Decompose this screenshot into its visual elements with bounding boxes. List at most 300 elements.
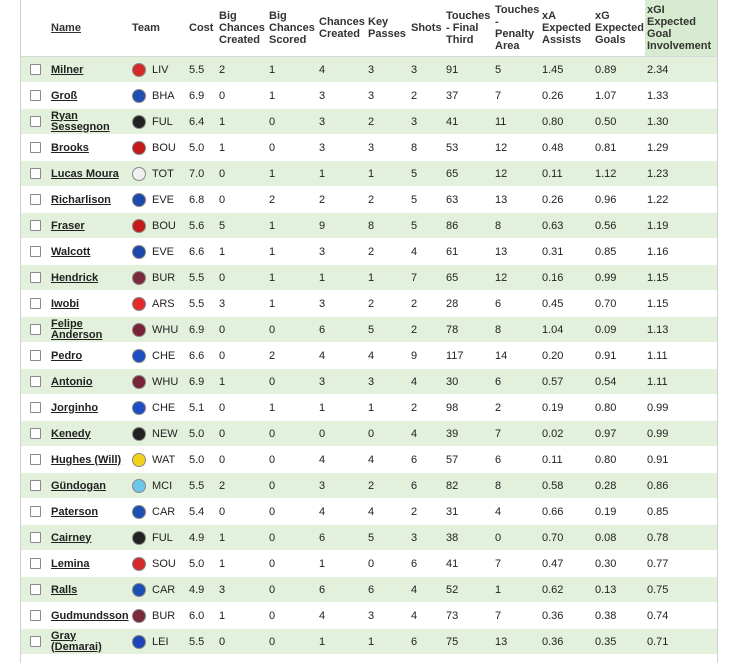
chances-created-cell: 6 xyxy=(317,317,366,343)
table-row xyxy=(21,395,717,421)
player-name-cell xyxy=(49,603,130,629)
column-header-cost[interactable]: Cost xyxy=(187,0,217,57)
big-chances-created-cell: 0 xyxy=(217,265,267,291)
big-chances-scored-cell: 0 xyxy=(267,447,317,473)
player-name-cell xyxy=(49,187,130,213)
touches-penalty-area-cell: 2 xyxy=(493,395,540,421)
touches-penalty-area-cell: 1 xyxy=(493,577,540,603)
team-badge-icon xyxy=(132,89,146,103)
player-name-cell xyxy=(49,317,130,343)
table-row xyxy=(21,187,717,213)
xgi-cell: 1.11 xyxy=(645,343,717,369)
team-cell xyxy=(130,499,187,525)
xa-cell: 0.57 xyxy=(540,369,593,395)
row-select-checkbox[interactable] xyxy=(30,402,41,413)
big-chances-created-cell: 0 xyxy=(217,343,267,369)
row-select-cell xyxy=(21,369,49,395)
player-name-link[interactable]: Walcott xyxy=(51,245,91,258)
player-name-link[interactable]: Gündogan xyxy=(51,479,106,492)
key-passes-cell: 3 xyxy=(366,369,409,395)
xa-cell: 0.36 xyxy=(540,629,593,655)
cost-cell: 5.0 xyxy=(187,421,217,447)
chances-created-cell: 3 xyxy=(317,109,366,135)
table-row xyxy=(21,265,717,291)
row-select-checkbox[interactable] xyxy=(30,168,41,179)
team-code: WHU xyxy=(152,323,179,336)
big-chances-created-cell: 0 xyxy=(217,421,267,447)
table-row xyxy=(21,551,717,577)
team-badge-icon xyxy=(132,479,146,493)
row-select-checkbox[interactable] xyxy=(30,324,41,335)
team-badge-icon xyxy=(132,297,146,311)
shots-cell: 6 xyxy=(409,447,444,473)
chances-created-cell: 4 xyxy=(317,499,366,525)
key-passes-cell: 3 xyxy=(366,83,409,109)
row-select-checkbox[interactable] xyxy=(30,272,41,283)
shots-cell: 4 xyxy=(409,603,444,629)
player-name-cell xyxy=(49,447,130,473)
xg-cell: 0.99 xyxy=(593,265,645,291)
column-header-team[interactable]: Team xyxy=(130,0,187,57)
column-header-key-passes[interactable]: Key Passes xyxy=(366,0,409,57)
row-select-cell xyxy=(21,603,49,629)
shots-cell: 2 xyxy=(409,395,444,421)
team-badge-icon xyxy=(132,141,146,155)
player-name-link[interactable]: Kenedy xyxy=(51,427,91,440)
team-cell xyxy=(130,109,187,135)
player-name-link[interactable]: Groß xyxy=(51,89,78,102)
team-badge-icon xyxy=(132,635,146,649)
xg-cell: 1.12 xyxy=(593,161,645,187)
team-code: EVE xyxy=(152,193,175,206)
player-name-link[interactable]: Ralls xyxy=(51,583,78,596)
xg-cell: 0.35 xyxy=(593,629,645,655)
big-chances-created-cell: 1 xyxy=(217,369,267,395)
row-select-checkbox[interactable] xyxy=(30,220,41,231)
team-cell xyxy=(130,473,187,499)
xg-cell: 0.97 xyxy=(593,421,645,447)
xg-cell: 0.85 xyxy=(593,239,645,265)
chances-created-cell: 4 xyxy=(317,603,366,629)
player-name-cell xyxy=(49,109,130,135)
touches-penalty-area-cell: 7 xyxy=(493,83,540,109)
column-header-big-chances-scored[interactable]: Big Chances Scored xyxy=(267,0,317,57)
row-select-cell xyxy=(21,577,49,603)
xgi-cell: 0.91 xyxy=(645,447,717,473)
touches-penalty-area-cell: 7 xyxy=(493,603,540,629)
column-header-xgi[interactable]: xGI Expected Goal Involvement xyxy=(645,0,717,57)
column-header-big-chances-created[interactable]: Big Chances Created xyxy=(217,0,267,57)
xa-cell: 0.47 xyxy=(540,551,593,577)
player-name-cell xyxy=(49,135,130,161)
xa-cell: 0.45 xyxy=(540,291,593,317)
team-code: FUL xyxy=(152,531,173,544)
team-badge-icon xyxy=(132,505,146,519)
player-name-link[interactable]: Paterson xyxy=(51,505,99,518)
player-name-cell xyxy=(49,499,130,525)
team-code: LEI xyxy=(152,635,169,648)
row-select-checkbox[interactable] xyxy=(30,376,41,387)
big-chances-scored-cell: 1 xyxy=(267,83,317,109)
chances-created-cell: 3 xyxy=(317,239,366,265)
touches-final-third-cell: 57 xyxy=(444,447,493,473)
row-select-cell xyxy=(21,551,49,577)
column-header-touches-final-third[interactable]: Touches - Final Third xyxy=(444,0,493,57)
table-row xyxy=(21,213,717,239)
player-name-link[interactable]: Gray (Demarai) xyxy=(51,629,102,653)
table-row xyxy=(21,577,717,603)
big-chances-scored-cell: 0 xyxy=(267,577,317,603)
touches-penalty-area-cell: 8 xyxy=(493,317,540,343)
big-chances-created-cell: 1 xyxy=(217,239,267,265)
player-name-cell xyxy=(49,291,130,317)
team-code: CHE xyxy=(152,349,176,362)
team-cell xyxy=(130,629,187,655)
touches-penalty-area-cell: 5 xyxy=(493,57,540,83)
touches-penalty-area-cell: 7 xyxy=(493,421,540,447)
cost-cell: 5.0 xyxy=(187,135,217,161)
xgi-cell: 0.77 xyxy=(645,551,717,577)
player-name-cell xyxy=(49,473,130,499)
xgi-cell: 0.75 xyxy=(645,577,717,603)
chances-created-cell: 2 xyxy=(317,187,366,213)
row-select-checkbox[interactable] xyxy=(30,246,41,257)
xg-cell: 0.91 xyxy=(593,343,645,369)
team-code: FUL xyxy=(152,115,173,128)
touches-final-third-cell: 31 xyxy=(444,499,493,525)
cost-cell: 4.9 xyxy=(187,525,217,551)
team-badge-icon xyxy=(132,375,146,389)
cost-cell: 5.6 xyxy=(187,213,217,239)
xa-cell: 0.63 xyxy=(540,213,593,239)
column-header-name[interactable]: Name xyxy=(49,0,130,57)
xgi-cell: 0.78 xyxy=(645,525,717,551)
team-code: MCI xyxy=(152,479,173,492)
team-code: LIV xyxy=(152,63,169,76)
xgi-cell: 1.16 xyxy=(645,239,717,265)
touches-penalty-area-cell: 6 xyxy=(493,369,540,395)
player-name-link[interactable]: Lemina xyxy=(51,557,90,570)
row-select-checkbox[interactable] xyxy=(30,558,41,569)
xgi-cell: 1.23 xyxy=(645,161,717,187)
touches-penalty-area-cell: 12 xyxy=(493,161,540,187)
xg-cell: 0.80 xyxy=(593,395,645,421)
row-select-cell xyxy=(21,525,49,551)
chances-created-cell: 1 xyxy=(317,551,366,577)
big-chances-created-cell: 5 xyxy=(217,213,267,239)
touches-penalty-area-cell: 8 xyxy=(493,213,540,239)
xa-cell: 0.11 xyxy=(540,447,593,473)
player-name-cell xyxy=(49,551,130,577)
team-badge-icon xyxy=(132,609,146,623)
player-name-link[interactable]: Fraser xyxy=(51,219,85,232)
column-header-shots[interactable]: Shots xyxy=(409,0,444,57)
xa-cell: 1.04 xyxy=(540,317,593,343)
cost-cell: 4.9 xyxy=(187,577,217,603)
team-badge-icon xyxy=(132,531,146,545)
xg-cell: 0.96 xyxy=(593,187,645,213)
cost-cell: 7.0 xyxy=(187,161,217,187)
row-select-checkbox[interactable] xyxy=(30,506,41,517)
big-chances-created-cell: 2 xyxy=(217,473,267,499)
row-select-checkbox[interactable] xyxy=(30,142,41,153)
touches-final-third-cell: 86 xyxy=(444,213,493,239)
xgi-cell: 2.34 xyxy=(645,57,717,83)
chances-created-cell: 1 xyxy=(317,395,366,421)
big-chances-scored-cell: 0 xyxy=(267,473,317,499)
row-select-cell xyxy=(21,135,49,161)
team-cell xyxy=(130,577,187,603)
key-passes-cell: 5 xyxy=(366,525,409,551)
team-badge-icon xyxy=(132,167,146,181)
big-chances-scored-cell: 1 xyxy=(267,291,317,317)
big-chances-created-cell: 1 xyxy=(217,603,267,629)
touches-final-third-cell: 98 xyxy=(444,395,493,421)
player-name-link[interactable]: Gudmundsson xyxy=(51,609,129,622)
row-select-cell xyxy=(21,265,49,291)
chances-created-cell: 9 xyxy=(317,213,366,239)
touches-penalty-area-cell: 4 xyxy=(493,499,540,525)
player-name-link[interactable]: Lucas Moura xyxy=(51,167,119,180)
team-badge-icon xyxy=(132,401,146,415)
chances-created-cell: 3 xyxy=(317,291,366,317)
column-header-xa[interactable]: xA Expected Assists xyxy=(540,0,593,57)
big-chances-created-cell: 1 xyxy=(217,525,267,551)
big-chances-scored-cell: 0 xyxy=(267,135,317,161)
player-name-link[interactable]: Felipe Anderson xyxy=(51,317,103,341)
team-cell xyxy=(130,551,187,577)
touches-final-third-cell: 38 xyxy=(444,525,493,551)
team-badge-icon xyxy=(132,245,146,259)
row-select-cell xyxy=(21,317,49,343)
cost-cell: 6.6 xyxy=(187,239,217,265)
cost-cell: 5.0 xyxy=(187,551,217,577)
chances-created-cell: 1 xyxy=(317,265,366,291)
big-chances-created-cell: 0 xyxy=(217,629,267,655)
xa-cell: 0.48 xyxy=(540,135,593,161)
player-name-link[interactable]: Richarlison xyxy=(51,193,111,206)
big-chances-scored-cell: 2 xyxy=(267,343,317,369)
table-row xyxy=(21,239,717,265)
player-name-link[interactable]: Milner xyxy=(51,63,84,76)
touches-final-third-cell: 28 xyxy=(444,291,493,317)
team-code: TOT xyxy=(152,167,174,180)
xgi-cell: 1.19 xyxy=(645,213,717,239)
player-name-link[interactable]: Hughes (Will) xyxy=(51,453,122,466)
team-cell xyxy=(130,291,187,317)
table-body xyxy=(21,57,717,655)
chances-created-cell: 1 xyxy=(317,629,366,655)
xa-cell: 0.80 xyxy=(540,109,593,135)
team-badge-icon xyxy=(132,427,146,441)
xgi-cell: 1.15 xyxy=(645,265,717,291)
row-select-checkbox[interactable] xyxy=(30,116,41,127)
table-row xyxy=(21,83,717,109)
team-cell xyxy=(130,421,187,447)
xgi-cell: 1.15 xyxy=(645,291,717,317)
chances-created-cell: 0 xyxy=(317,421,366,447)
shots-cell: 2 xyxy=(409,499,444,525)
big-chances-scored-cell: 1 xyxy=(267,213,317,239)
player-name-cell xyxy=(49,629,130,655)
shots-cell: 2 xyxy=(409,291,444,317)
row-select-checkbox[interactable] xyxy=(30,480,41,491)
shots-cell: 2 xyxy=(409,317,444,343)
xa-cell: 0.58 xyxy=(540,473,593,499)
team-badge-icon xyxy=(132,583,146,597)
touches-final-third-cell: 53 xyxy=(444,135,493,161)
row-select-cell xyxy=(21,473,49,499)
player-name-cell xyxy=(49,83,130,109)
row-select-checkbox[interactable] xyxy=(30,64,41,75)
xgi-cell: 1.13 xyxy=(645,317,717,343)
shots-cell: 5 xyxy=(409,187,444,213)
column-header-touches-penalty-area[interactable]: Touches - Penalty Area xyxy=(493,0,540,57)
key-passes-cell: 4 xyxy=(366,447,409,473)
xgi-cell: 0.74 xyxy=(645,603,717,629)
xg-cell: 0.80 xyxy=(593,447,645,473)
cost-cell: 6.8 xyxy=(187,187,217,213)
key-passes-cell: 6 xyxy=(366,577,409,603)
touches-penalty-area-cell: 8 xyxy=(493,473,540,499)
player-name-cell xyxy=(49,161,130,187)
big-chances-scored-cell: 1 xyxy=(267,161,317,187)
team-cell xyxy=(130,213,187,239)
cost-cell: 5.1 xyxy=(187,395,217,421)
player-name-link[interactable]: Ryan Sessegnon xyxy=(51,109,110,133)
xg-cell: 0.70 xyxy=(593,291,645,317)
xgi-cell: 1.33 xyxy=(645,83,717,109)
key-passes-cell: 2 xyxy=(366,291,409,317)
xg-cell: 0.30 xyxy=(593,551,645,577)
xa-cell: 0.62 xyxy=(540,577,593,603)
shots-cell: 6 xyxy=(409,551,444,577)
row-select-checkbox[interactable] xyxy=(30,350,41,361)
row-select-checkbox[interactable] xyxy=(30,584,41,595)
touches-penalty-area-cell: 7 xyxy=(493,551,540,577)
touches-penalty-area-cell: 13 xyxy=(493,187,540,213)
shots-cell: 5 xyxy=(409,161,444,187)
team-badge-icon xyxy=(132,453,146,467)
chances-created-cell: 4 xyxy=(317,343,366,369)
table-row xyxy=(21,499,717,525)
big-chances-scored-cell: 1 xyxy=(267,265,317,291)
touches-final-third-cell: 41 xyxy=(444,109,493,135)
row-select-checkbox[interactable] xyxy=(30,90,41,101)
row-select-checkbox[interactable] xyxy=(30,636,41,647)
stats-table-panel xyxy=(20,0,718,663)
player-name-link[interactable]: Hendrick xyxy=(51,271,99,284)
big-chances-scored-cell: 0 xyxy=(267,551,317,577)
team-code: BOU xyxy=(152,141,176,154)
touches-final-third-cell: 52 xyxy=(444,577,493,603)
team-cell xyxy=(130,83,187,109)
touches-final-third-cell: 30 xyxy=(444,369,493,395)
big-chances-created-cell: 0 xyxy=(217,447,267,473)
xg-cell: 0.09 xyxy=(593,317,645,343)
player-name-link[interactable]: Jorginho xyxy=(51,401,99,414)
touches-final-third-cell: 61 xyxy=(444,239,493,265)
row-select-checkbox[interactable] xyxy=(30,194,41,205)
big-chances-created-cell: 0 xyxy=(217,499,267,525)
key-passes-cell: 2 xyxy=(366,239,409,265)
xa-cell: 0.66 xyxy=(540,499,593,525)
shots-cell: 6 xyxy=(409,629,444,655)
big-chances-created-cell: 1 xyxy=(217,551,267,577)
table-row xyxy=(21,421,717,447)
shots-cell: 3 xyxy=(409,109,444,135)
player-name-cell xyxy=(49,57,130,83)
row-select-cell xyxy=(21,447,49,473)
xg-cell: 0.38 xyxy=(593,603,645,629)
shots-cell: 9 xyxy=(409,343,444,369)
key-passes-cell: 1 xyxy=(366,161,409,187)
row-select-cell xyxy=(21,499,49,525)
row-select-checkbox[interactable] xyxy=(30,298,41,309)
player-name-link[interactable]: Pedro xyxy=(51,349,83,362)
team-cell xyxy=(130,57,187,83)
chances-created-cell: 6 xyxy=(317,577,366,603)
big-chances-scored-cell: 0 xyxy=(267,629,317,655)
player-name-link[interactable]: Brooks xyxy=(51,141,89,154)
player-name-cell xyxy=(49,525,130,551)
big-chances-scored-cell: 0 xyxy=(267,369,317,395)
team-badge-icon xyxy=(132,323,146,337)
table-row xyxy=(21,317,717,343)
column-header-chances-created[interactable]: Chances Created xyxy=(317,0,366,57)
touches-penalty-area-cell: 11 xyxy=(493,109,540,135)
player-name-link[interactable]: Cairney xyxy=(51,531,92,544)
key-passes-cell: 1 xyxy=(366,629,409,655)
xg-cell: 1.07 xyxy=(593,83,645,109)
xa-cell: 0.26 xyxy=(540,83,593,109)
big-chances-scored-cell: 1 xyxy=(267,395,317,421)
player-name-link[interactable]: Antonio xyxy=(51,375,93,388)
big-chances-scored-cell: 0 xyxy=(267,421,317,447)
row-select-cell xyxy=(21,83,49,109)
xgi-cell: 0.85 xyxy=(645,499,717,525)
shots-cell: 4 xyxy=(409,421,444,447)
player-name-cell xyxy=(49,395,130,421)
cost-cell: 5.5 xyxy=(187,473,217,499)
table-row xyxy=(21,525,717,551)
player-name-link[interactable]: Iwobi xyxy=(51,297,80,310)
team-code: CHE xyxy=(152,401,176,414)
row-select-cell xyxy=(21,395,49,421)
team-badge-icon xyxy=(132,271,146,285)
team-cell xyxy=(130,135,187,161)
touches-final-third-cell: 75 xyxy=(444,629,493,655)
column-header-xg[interactable]: xG Expected Goals xyxy=(593,0,645,57)
team-badge-icon xyxy=(132,349,146,363)
team-cell xyxy=(130,395,187,421)
row-select-checkbox[interactable] xyxy=(30,454,41,465)
table-row xyxy=(21,161,717,187)
row-select-checkbox[interactable] xyxy=(30,610,41,621)
player-stats-table xyxy=(21,0,717,655)
big-chances-scored-cell: 0 xyxy=(267,525,317,551)
key-passes-cell: 5 xyxy=(366,317,409,343)
row-select-checkbox[interactable] xyxy=(30,428,41,439)
team-code: BUR xyxy=(152,609,176,622)
row-select-cell xyxy=(21,421,49,447)
player-name-cell xyxy=(49,213,130,239)
touches-penalty-area-cell: 13 xyxy=(493,629,540,655)
touches-final-third-cell: 65 xyxy=(444,161,493,187)
xa-cell: 0.11 xyxy=(540,161,593,187)
big-chances-scored-cell: 0 xyxy=(267,603,317,629)
row-select-checkbox[interactable] xyxy=(30,532,41,543)
